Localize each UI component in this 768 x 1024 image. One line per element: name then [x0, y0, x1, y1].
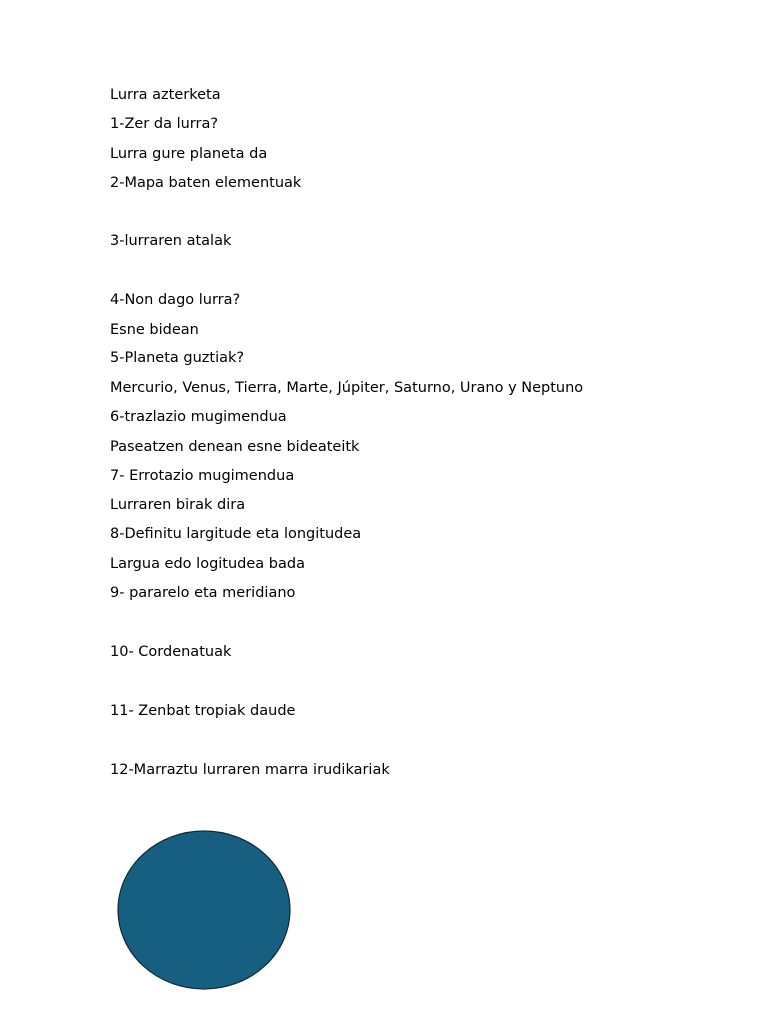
answer-7: Lurraren birak dira	[110, 497, 246, 513]
question-5: 5-Planeta guztiak?	[110, 350, 245, 366]
question-11: 11- Zenbat tropiak daude	[110, 703, 296, 719]
question-6: 6-trazlazio mugimendua	[110, 409, 287, 425]
earth-drawing	[117, 830, 291, 990]
question-8: 8-Definitu largitude eta longitudea	[110, 526, 362, 542]
answer-6: Paseatzen denean esne bideateitk	[110, 439, 360, 455]
question-7: 7- Errotazio mugimendua	[110, 468, 295, 484]
question-2: 2-Mapa baten elementuak	[110, 175, 302, 191]
question-3: 3-lurraren atalak	[110, 233, 232, 249]
document-title: Lurra azterketa	[110, 87, 221, 103]
answer-8: Largua edo logitudea bada	[110, 556, 305, 572]
answer-1: Lurra gure planeta da	[110, 146, 268, 162]
earth-circle-shape	[118, 831, 290, 989]
question-9: 9- pararelo eta meridiano	[110, 585, 296, 601]
question-4: 4-Non dago lurra?	[110, 292, 241, 308]
question-1: 1-Zer da lurra?	[110, 116, 219, 132]
question-10: 10- Cordenatuak	[110, 644, 232, 660]
answer-4: Esne bidean	[110, 322, 199, 338]
answer-5: Mercurio, Venus, Tierra, Marte, Júpiter, Saturno, Urano y Neptuno	[110, 380, 584, 396]
question-12: 12-Marraztu lurraren marra irudikariak	[110, 762, 390, 778]
